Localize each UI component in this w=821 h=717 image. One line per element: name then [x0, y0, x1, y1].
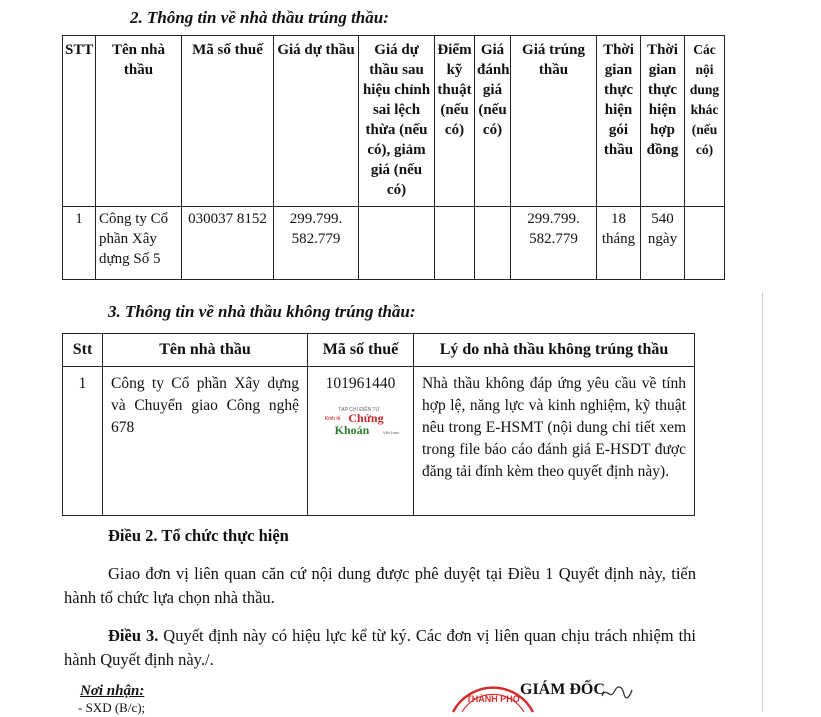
tax-code-value: 101961440: [325, 375, 396, 392]
cell-contractor-name: Công ty Cổ phần Xây dựng và Chuyển giao Công nghệ 678: [103, 367, 308, 516]
watermark-main2-text: Khoán: [334, 423, 370, 437]
winning-contractor-table-wrap: [62, 35, 725, 280]
cell-bid-price: 299.799. 582.779: [274, 207, 359, 280]
col-header-tax-code: Mã số thuế: [308, 334, 414, 367]
section-2-heading: 2. Thông tin về nhà thầu trúng thầu:: [130, 8, 389, 27]
cell-reason: Nhà thầu không đáp ứng yêu cầu về tính hợp lệ, năng lực và kinh nghiệm, kỹ thuật nêu trong E-HSMT (nội dung chi tiết xem trong file báo cáo đánh giá E-HSDT được đăng tải đính kèm theo quyết định này).: [414, 367, 695, 516]
col-header-technical-score: Điểm kỹ thuật (nếu có): [435, 36, 475, 207]
watermark-logo-graphic: [322, 405, 400, 439]
cell-winning-price: 299.799. 582.779: [511, 207, 597, 280]
article-2-title: Điều 2. Tổ chức thực hiện: [108, 526, 289, 545]
table-header-row: [63, 36, 725, 207]
table-row: [63, 207, 725, 280]
section-3-heading: 3. Thông tin về nhà thầu không trúng thầu:: [108, 302, 416, 321]
article-3-label: Điều 3.: [108, 626, 159, 645]
seal-text: THÀNH PHỐ: [466, 694, 520, 704]
scan-edge-line: [762, 292, 763, 712]
col-header-contractor-name: Tên nhà thầu: [103, 334, 308, 367]
watermark-left-text: Kinh tế: [325, 416, 341, 422]
signature-graphic: [600, 682, 634, 702]
col-header-adjusted-price: Giá dự thầu sau hiệu chỉnh sai lệch thừa (nếu có), giảm giá (nếu có): [359, 36, 435, 207]
article-2-body: Giao đơn vị liên quan căn cứ nội dung được phê duyệt tại Điều 1 Quyết định này, tiến hành tổ chức lựa chọn nhà thầu.: [64, 564, 696, 607]
recipients-label: Nơi nhận:: [80, 683, 145, 699]
signature: [600, 682, 634, 702]
table-header-row: [63, 334, 695, 367]
col-header-bid-price: Giá dự thầu: [274, 36, 359, 207]
winning-contractor-table: [62, 35, 725, 280]
cell-adjusted-price: [359, 207, 435, 280]
cell-package-time: 18 tháng: [597, 207, 641, 280]
cell-evaluated-price: [475, 207, 511, 280]
cell-contractor-name: Công ty Cổ phần Xây dựng Số 5: [96, 207, 182, 280]
col-header-evaluated-price: Giá đánh giá (nếu có): [475, 36, 511, 207]
col-header-package-time: Thời gian thực hiện gói thầu: [597, 36, 641, 207]
col-header-stt: Stt: [63, 334, 103, 367]
cell-tax-code: 030037 8152: [182, 207, 274, 280]
watermark-logo: [322, 405, 400, 439]
watermark-top-text: TẠP CHÍ ĐIỆN TỬ: [338, 407, 380, 413]
col-header-winning-price: Giá trúng thầu: [511, 36, 597, 207]
col-header-reason: Lý do nhà thầu không trúng thầu: [414, 334, 695, 367]
col-header-contract-time: Thời gian thực hiện hợp đồng: [641, 36, 685, 207]
recipient-item: - SXD (B/c);: [78, 700, 146, 715]
signer-title: GIÁM ĐỐC: [520, 681, 605, 698]
cell-technical-score: [435, 207, 475, 280]
col-header-tax-code: Mã số thuế: [182, 36, 274, 207]
watermark-main1-text: Chứng: [348, 411, 384, 425]
col-header-contractor-name: Tên nhà thầu: [96, 36, 182, 207]
col-header-other-content: Các nội dung khác (nếu có): [685, 36, 725, 207]
col-header-stt: STT: [63, 36, 96, 207]
watermark-right-text: Việt Nam: [383, 430, 400, 435]
cell-stt: 1: [63, 367, 103, 516]
cell-contract-time: 540 ngày: [641, 207, 685, 280]
cell-tax-code: [308, 367, 414, 516]
article-2-text: [64, 562, 696, 610]
cell-stt: 1: [63, 207, 96, 280]
table-row: [63, 367, 695, 516]
article-3-text: [64, 624, 696, 672]
cell-other-content: [685, 207, 725, 280]
article-3-body: Quyết định này có hiệu lực kể từ ký. Các đơn vị liên quan chịu trách nhiệm thi hành Quyết định này./.: [64, 626, 696, 669]
